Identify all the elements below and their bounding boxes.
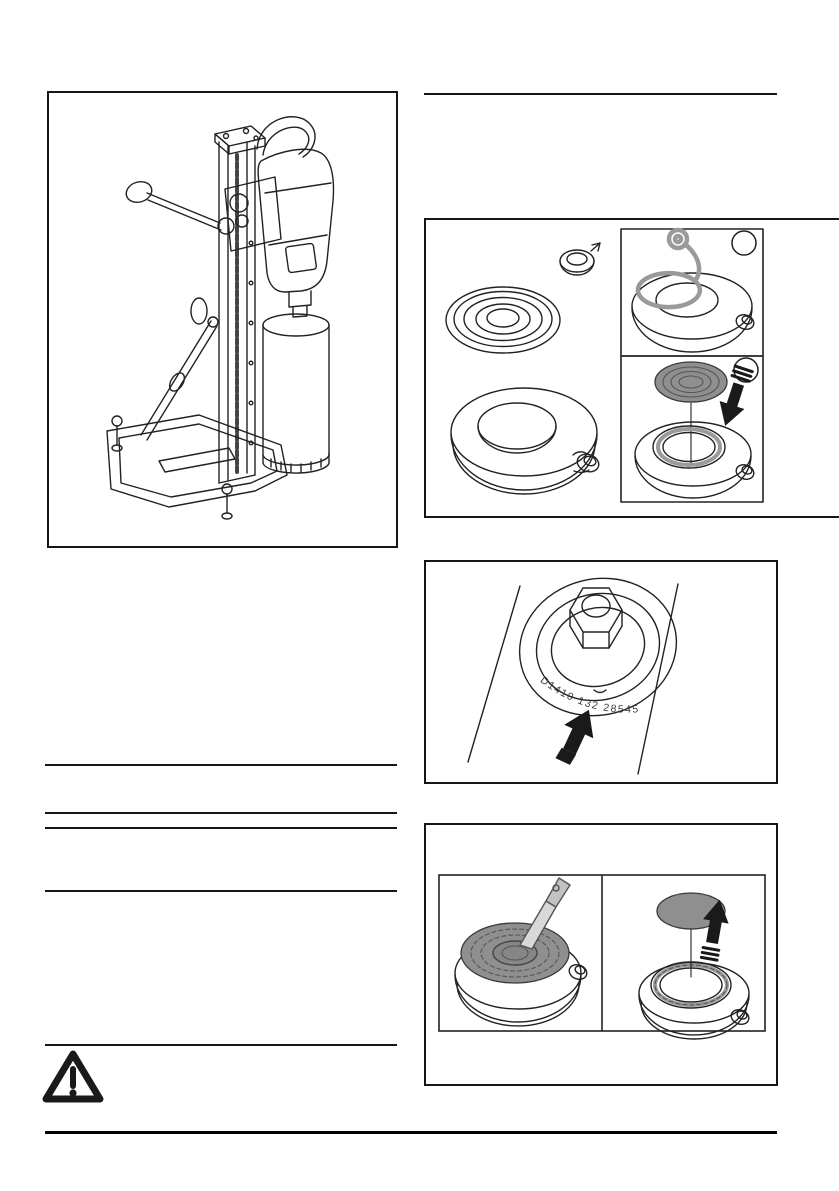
left-rule-3 — [45, 827, 397, 829]
left-rule-5 — [45, 1044, 397, 1046]
water-collector-assembly-illustration — [426, 220, 839, 516]
step-badge-1 — [732, 231, 756, 255]
core-bit-marking-illustration — [426, 562, 776, 782]
right-rule-top — [424, 93, 777, 95]
core-drill-rig-illustration — [49, 93, 396, 546]
warning-triangle-icon — [41, 1048, 105, 1106]
left-rule-2 — [45, 812, 397, 814]
left-rule-1 — [45, 764, 397, 766]
figure-water-collector — [424, 218, 839, 518]
gasket-replacement-illustration — [426, 825, 776, 1084]
svg-text:D1410 132 28545 — [538, 674, 640, 716]
figure-gasket — [424, 823, 778, 1086]
figure-drill-rig — [47, 91, 398, 548]
bottom-rule — [45, 1131, 777, 1134]
figure-core-bit — [424, 560, 778, 784]
left-rule-4 — [45, 890, 397, 892]
core-bit-engraving: D1410 132 28545 — [537, 674, 641, 716]
